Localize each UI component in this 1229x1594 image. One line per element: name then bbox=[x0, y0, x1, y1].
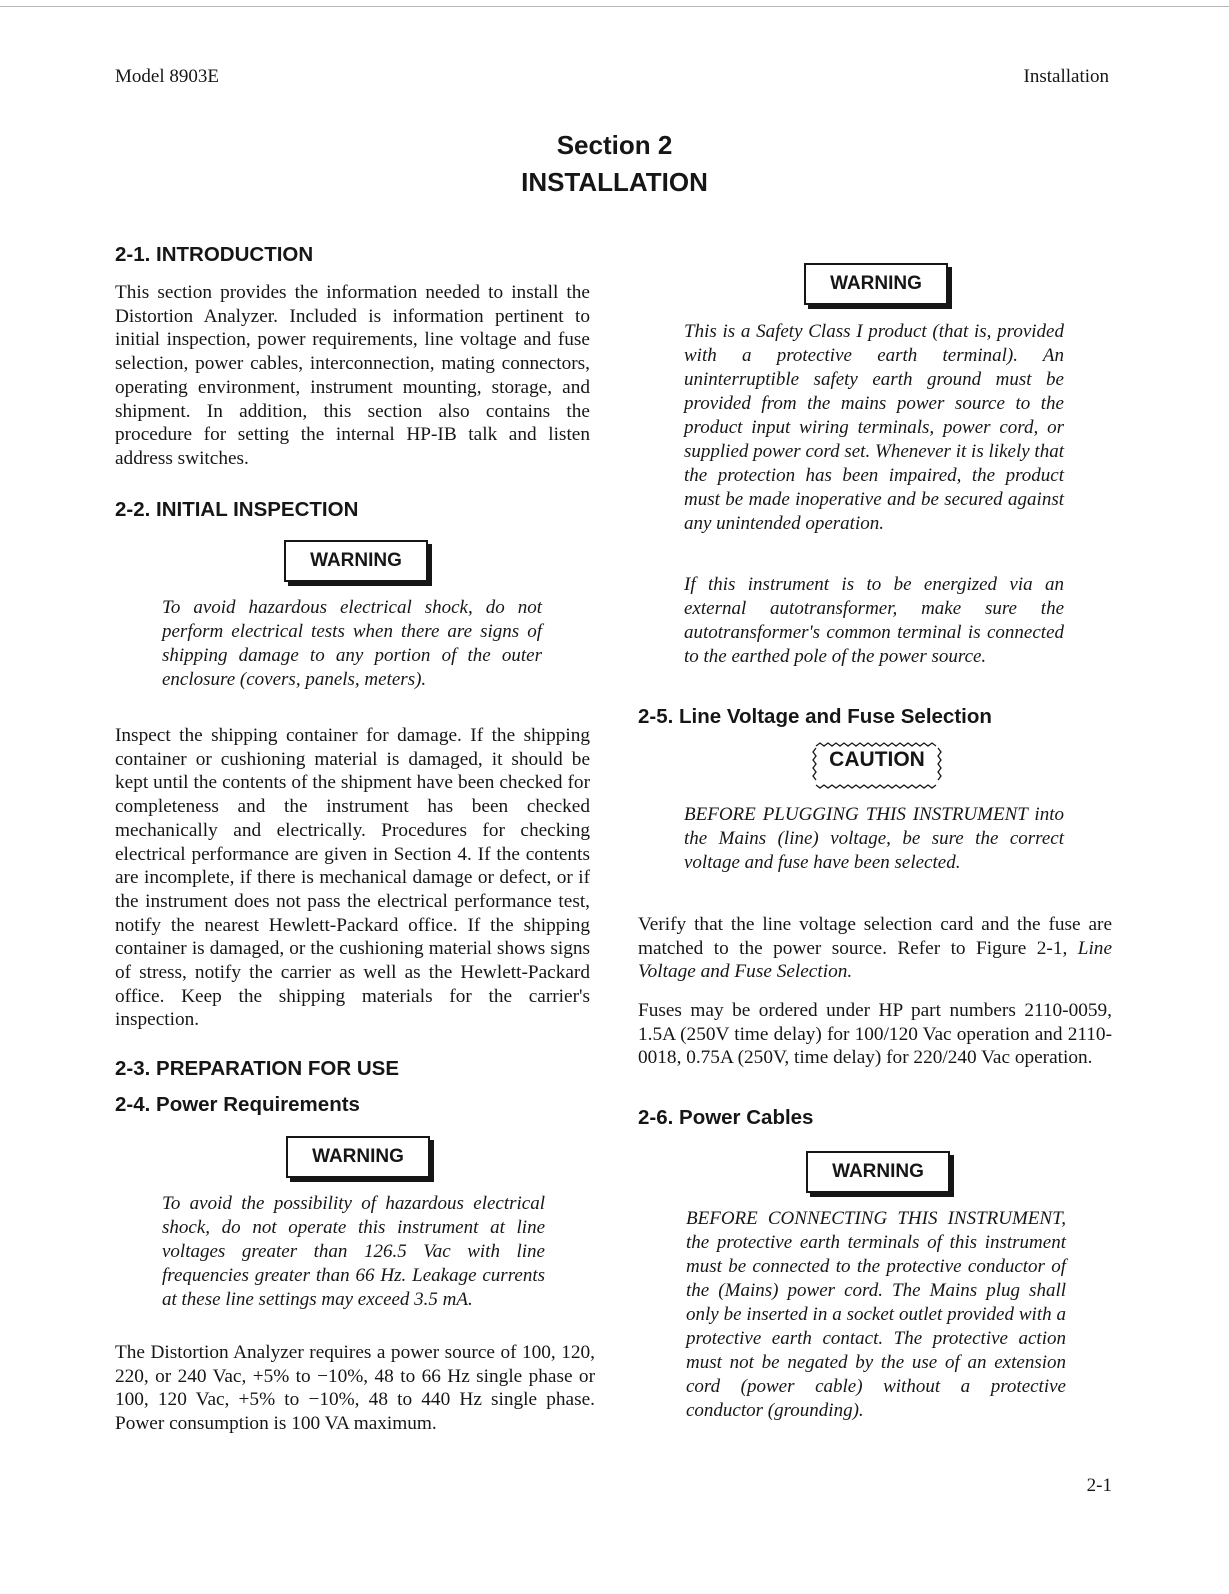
warning-text-power: To avoid the possibility of hazardous electrical shock, do not operate this instrument at line voltages greater than 126.5 Vac with line frequencies greater than 66 Hz. Leakage currents at these line settings may exceed 3.5 mA. bbox=[162, 1193, 545, 1310]
running-header-model: Model 8903E bbox=[115, 66, 219, 87]
caution-label-text: CAUTION bbox=[829, 748, 925, 771]
section-number: Section 2 bbox=[556, 130, 673, 160]
warning-text-inspection: To avoid hazardous electrical shock, do not perform electrical tests when there are signs of shipping damage to any portion of the outer enclosure (covers, panels, meters). bbox=[162, 597, 542, 690]
heading-power-cables: 2-6. Power Cables bbox=[638, 1106, 814, 1129]
warning-text-autotransformer: If this instrument is to be energized via an external autotransformer, make sure the autotransformer's common terminal is connected to the earthed pole of the power source. bbox=[684, 574, 1064, 667]
warning-label-power: WARNING bbox=[286, 1136, 430, 1178]
line-voltage-text bbox=[638, 913, 1112, 984]
warning-text-safety-class: This is a Safety Class I product (that is, provided with a protective earth terminal). An uninterruptible safety earth ground must be provided from the mains power source to the product input wiring terminals, power cord, or supplied power cord set. Whenever it is likely that the protection has been impaired, the product must be made inoperative and be secured against any unintended operation. bbox=[684, 321, 1064, 534]
inspection-text: Inspect the shipping container for damage. If the shipping container or cushioning material is damaged, it should be kept until the contents of the shipment have been checked for completeness and the instrument has been checked mechanically and electrically. Procedures for checking electrical performance are given in Section 4. If the contents are incomplete, if there is mechanical damage or defect, or if the instrument does not pass the electrical performance test, notify the nearest Hewlett-Packard office. If the shipping container is damaged, or the cushioning material shows signs of stress, notify the carrier as well as the Hewlett-Packard office. Keep the shipping materials for the carrier's inspection. bbox=[115, 725, 590, 1031]
caution-text: BEFORE PLUGGING THIS INSTRUMENT into the Mains (line) voltage, be sure the correct voltage and fuse have been selected. bbox=[684, 804, 1064, 873]
page-number: 2-1 bbox=[1086, 1475, 1112, 1496]
section-title: INSTALLATION bbox=[521, 167, 708, 197]
warning-text-power-cables: BEFORE CONNECTING THIS INSTRUMENT, the protective earth terminals of this instrument must be connected to the protective conductor of the (Mains) power cord. The Mains plug shall only be inserted in a socket outlet provided with a protective earth contact. The protective action must not be negated by the use of an extension cord (power cable) without a protective conductor (grounding). bbox=[686, 1208, 1066, 1421]
heading-line-voltage-fuse: 2-5. Line Voltage and Fuse Selection bbox=[638, 705, 992, 728]
running-header-section: Installation bbox=[1023, 66, 1109, 87]
heading-initial-inspection: 2-2. INITIAL INSPECTION bbox=[115, 498, 359, 521]
heading-preparation: 2-3. PREPARATION FOR USE bbox=[115, 1057, 399, 1080]
line-voltage-text-main: Verify that the line voltage selection card and the fuse are matched to the power source. Refer to Figure 2-1, bbox=[638, 914, 1112, 959]
introduction-text: This section provides the information needed to install the Distortion Analyzer. Included is information pertinent to initial inspection, power requirements, line voltage and fuse selection, power cables, interconnection, mating connectors, operating environment, instrument mounting, storage, and shipment. In addition, this section also contains the procedure for setting the internal HP-IB talk and listen address switches. bbox=[115, 282, 590, 469]
warning-label-power-cables: WARNING bbox=[806, 1151, 950, 1193]
heading-introduction: 2-1. INTRODUCTION bbox=[115, 243, 314, 266]
fuse-part-numbers-text: Fuses may be ordered under HP part numbers 2110-0059, 1.5A (250V time delay) for 100/120 Vac operation and 2110-0018, 0.75A (250V, time delay) for 220/240 Vac operation. bbox=[638, 1000, 1112, 1069]
power-requirements-text: The Distortion Analyzer requires a power source of 100, 120, 220, or 240 Vac, +5% to −10%, 48 to 66 Hz single phase or 100, 120 Vac, +5% to −10%, 48 to 440 Hz single phase. Power consumption is 100 VA maximum. bbox=[115, 1342, 595, 1435]
warning-label-inspection: WARNING bbox=[284, 540, 428, 582]
top-rule bbox=[0, 6, 1229, 7]
heading-power-requirements: 2-4. Power Requirements bbox=[115, 1093, 360, 1116]
figure-reference: Line Voltage and Fuse Selection. bbox=[638, 937, 1112, 983]
caution-label bbox=[812, 740, 942, 790]
warning-label-safety-class: WARNING bbox=[804, 263, 948, 305]
